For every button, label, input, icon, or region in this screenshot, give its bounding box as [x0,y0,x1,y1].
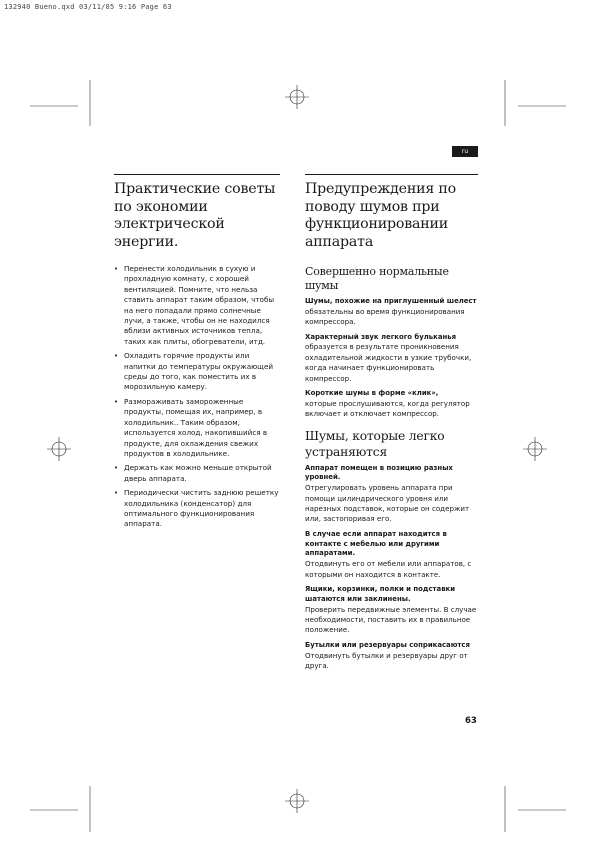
noise-item-text: образуется в результате проникновения охладительной жидкости в узкие трубочки, когда начинает функционировать компрессор. [305,342,472,383]
noise-item-heading: Характерный звук легкого бульканья [305,332,457,341]
energy-tips-list [114,264,280,530]
registration-mark-left [47,437,71,461]
registration-mark-bottom [285,789,309,813]
fix-item-heading: Аппарат помещен в позицию разных уровней. [305,463,453,482]
fix-item-text: Отрегулировать уровень аппарата при помощи цилиндрического уровня или нарезных подставок, которые он содержит или, застопоривая его. [305,483,470,524]
normal-noises-heading: Совершенно нормальные шумы [305,265,449,292]
noise-item-heading: Шумы, похожие на приглушенный шелест [305,297,477,305]
fix-item-heading: Ящики, корзинки, полки и подставки шатаются или заклинены. [305,585,456,603]
noise-item-text: которые прослушиваются, когда регулятор включает и отключает компрессор. [305,398,470,419]
right-column [305,174,478,676]
fix-item [305,530,478,580]
noise-item-text: обязательны во время функционирования компрессора. [305,306,465,327]
list-item: • Держать как можно меньше открытой дверь аппарата. [114,463,280,484]
fix-item-heading: Бутылки или резервуары соприкасаются [305,640,470,649]
column-rule [114,174,280,175]
list-item: • Охладить горячие продукты или напитки до температуры окружающей среды до того, как поместить их в морозильную камеру. [114,351,280,393]
noise-item [305,389,478,420]
column-rule [305,174,478,175]
noise-warnings-title: Предупреждения по поводу шумов при функционировании аппарата [305,181,457,250]
print-slug: 132940 Bueno.qxd 03/11/05 9:16 Page 63 [4,3,172,11]
left-column [114,174,280,534]
list-item: • Перенести холодильник в сухую и прохладную комнату, с хорошей вентиляцией. Помните, что нельза ставить аппарат таким образом, чтобы на него попадали прямо солнечные лучи, а также, чтобы он не находился вблизи активных источников тепла, таких как плиты, обогреватели, итд. [114,264,280,347]
fix-item [305,585,478,636]
noise-item-heading: Короткие шумы в форме «клик», [305,389,439,398]
noise-item [305,297,478,328]
fix-item-text: Отодвинуть бутылки и резервуары друг от друга. [305,650,468,671]
fix-item-text: Проверить передвижные элементы. В случае необходимости, поставить их в правильное положение. [305,604,477,635]
page-number: 63 [465,716,477,726]
energy-tips-title: Практические советы по экономии электрической энергии. [114,181,276,250]
fix-item [305,464,478,525]
list-item: • Периодически чистить заднюю решетку холодильника (конденсатор) для оптимального функционирования аппарата. [114,488,280,530]
fix-item-text: Отодвинуть его от мебели или аппаратов, с которыми он находится в контакте. [305,559,472,579]
fixable-noises-heading: Шумы, которые легко устраняются [305,428,445,459]
noise-item [305,333,478,384]
registration-mark-right [523,437,547,461]
language-tab: ru [452,146,478,157]
list-item: • Размораживать замороженные продукты, помещая их, например, в холодильник.. Таким образом, используется холод, накопившийся в продукте, для охлаждения свежих продуктов в холодильнике. [114,397,280,459]
fix-item [305,641,478,672]
fix-item-heading: В случае если аппарат находится в контакте с мебелью или другими аппаратами. [305,529,447,558]
registration-mark-top [285,85,309,109]
